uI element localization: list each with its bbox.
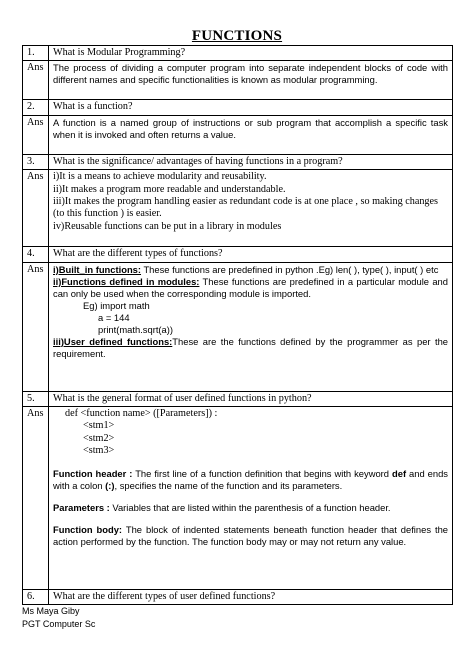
advantage-point: ii)It makes a program more readable and understandable. <box>53 183 286 195</box>
function-header-text: and ends with a colon <box>53 467 448 491</box>
advantage-point: iv)Reusable functions can be put in a library in modules <box>53 220 282 232</box>
statement-placeholder: <stm1> <box>83 420 115 432</box>
example-print: print(math.sqrt(a)) <box>98 323 174 335</box>
module-functions-text: These functions are predefined in a particular module and can only be used when the corresponding module is imported. <box>53 275 448 299</box>
answer-label: Ans <box>23 262 49 391</box>
qa-table <box>22 45 453 605</box>
question-text: What are the different types of functions? <box>49 247 453 262</box>
answer-row-1 <box>23 61 453 100</box>
def-syntax-line: def <function name> ([Parameters]) : <box>65 408 218 420</box>
example-assign: a = 144 <box>98 311 130 323</box>
advantage-point: i)It is a means to achieve modularity and reusability. <box>53 171 267 183</box>
module-functions-heading: ii)Functions defined in modules: <box>53 275 200 287</box>
example-import: Eg) import math <box>83 299 150 311</box>
function-body-paragraph <box>53 524 448 548</box>
function-header-paragraph <box>53 468 448 492</box>
parameters-text: Variables that are listed within the parenthesis of a function header. <box>109 501 391 513</box>
answer-row-5 <box>23 407 453 590</box>
function-header-text: The first line of a function definition that begins with keyword <box>132 467 392 479</box>
function-header-heading: Function header : <box>53 467 133 479</box>
function-body-heading: Function body: <box>53 523 123 535</box>
user-functions-paragraph <box>53 336 448 360</box>
builtin-functions-heading: i)Built_in functions: <box>53 263 142 275</box>
question-number: 3. <box>23 154 49 169</box>
parameters-paragraph <box>53 502 448 514</box>
answer-label: Ans <box>23 170 49 247</box>
question-number: 4. <box>23 247 49 262</box>
function-header-text: , specifies the name of the function and its parameters. <box>114 479 343 491</box>
page-title: FUNCTIONS <box>191 28 283 44</box>
question-row-5 <box>23 391 453 406</box>
question-number: 5. <box>23 391 49 406</box>
question-text: What is the significance/ advantages of having functions in a program? <box>49 154 453 169</box>
author-role: PGT Computer Sc <box>22 619 96 629</box>
footer <box>22 605 95 631</box>
question-number: 1. <box>23 46 49 61</box>
question-row-1 <box>23 46 453 61</box>
question-row-3 <box>23 154 453 169</box>
question-text: What is a function? <box>49 100 453 115</box>
question-row-6 <box>23 590 453 605</box>
answer-row-4 <box>23 262 453 391</box>
statement-placeholder: <stm3> <box>83 445 115 457</box>
question-number: 6. <box>23 590 49 605</box>
answer-label: Ans <box>23 115 49 154</box>
parameters-heading: Parameters : <box>53 501 110 513</box>
keyword-def: def <box>392 467 407 479</box>
user-functions-heading: iii)User defined functions: <box>53 335 173 347</box>
advantage-point: iii)It makes the program handling easier as redundant code is at one place , so making changes (to this function ) is easier. <box>53 196 439 220</box>
question-text: What is Modular Programming? <box>49 46 453 61</box>
question-text: What are the different types of user defined functions? <box>49 590 453 605</box>
question-row-2 <box>23 100 453 115</box>
function-body-text: The block of indented statements beneath function header that defines the action performed by the function. The function body may or may not return any value. <box>53 523 448 547</box>
answer-row-3 <box>23 170 453 247</box>
builtin-functions-text: These functions are predefined in python .Eg) len( ), type( ), input( ) etc <box>141 263 439 275</box>
question-text: What is the general format of user defined functions in python? <box>49 391 453 406</box>
question-number: 2. <box>23 100 49 115</box>
answer-row-2 <box>23 115 453 154</box>
answer-label: Ans <box>23 61 49 100</box>
builtin-functions-paragraph <box>53 264 448 276</box>
answer-text: A function is a named group of instructions or sub program that accomplish a specific task when it is invoked and often returns a value. <box>53 116 448 140</box>
author-name: Ms Maya Giby <box>22 606 80 616</box>
answer-label: Ans <box>23 407 49 590</box>
question-row-4 <box>23 247 453 262</box>
statement-placeholder: <stm2> <box>83 432 115 444</box>
keyword-colon: (:) <box>105 479 115 491</box>
module-functions-paragraph <box>53 276 448 300</box>
user-functions-text: These are the functions defined by the programmer as per the requirement. <box>53 335 449 359</box>
answer-text: The process of dividing a computer program into separate independent blocks of code with different names and specific functionalities is known as modular programming. <box>53 62 448 86</box>
